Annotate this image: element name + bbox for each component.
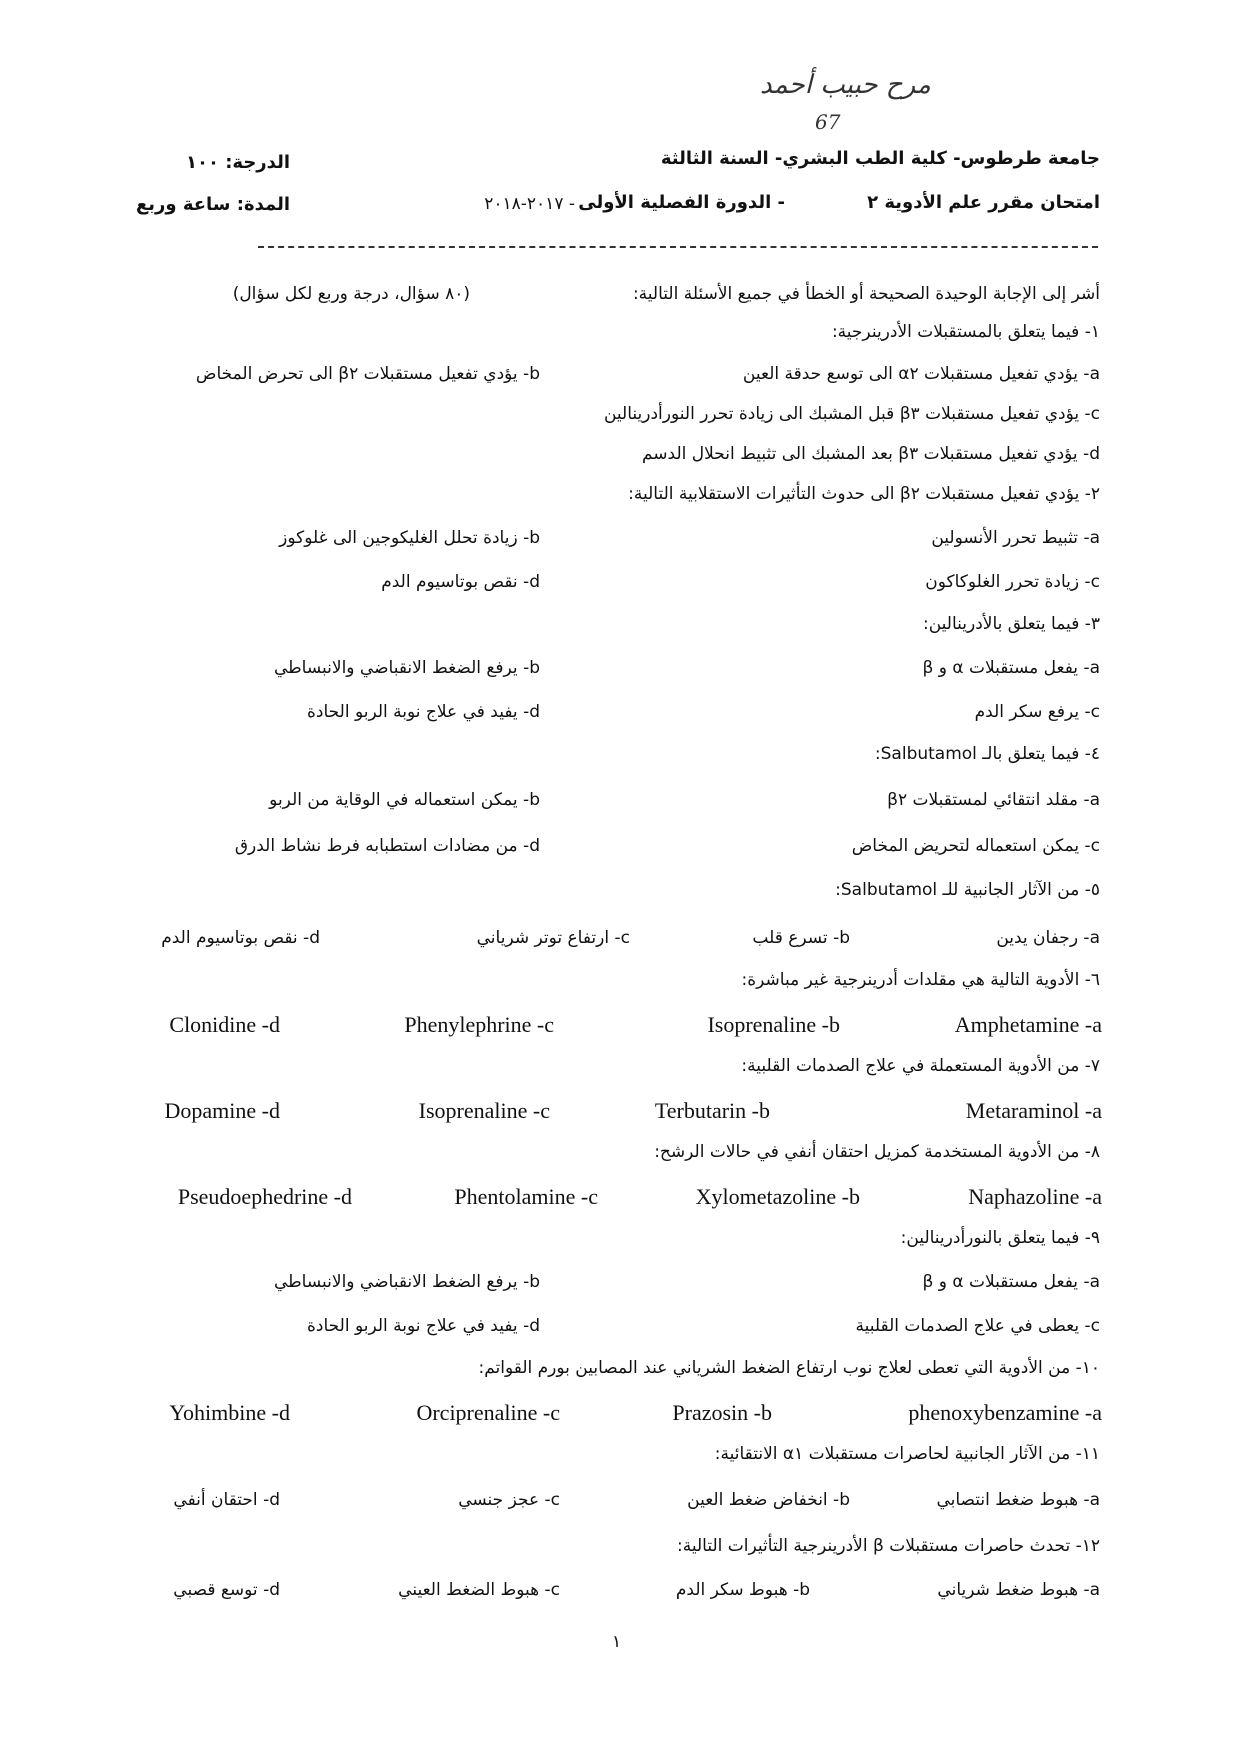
question-1-option-c[interactable]: c- يؤدي تفعيل مستقبلات β٣ قبل المشبك الى زيادة تحرر النورأدرينالين: [603, 404, 1100, 424]
question-9-option-b[interactable]: b- يرفع الضغط الانقباضي والانبساطي: [273, 1272, 540, 1292]
question-9-option-c[interactable]: c- يعطى في علاج الصدمات القلبية: [855, 1316, 1100, 1336]
question-9-stem: ٩- فيما يتعلق بالنورأدرينالين:: [900, 1228, 1100, 1248]
question-8-option-a[interactable]: Naphazoline -a: [968, 1184, 1102, 1209]
question-10-option-a[interactable]: phenoxybenzamine -a: [908, 1400, 1102, 1425]
question-11-stem: ١١- من الآثار الجانبية لحاصرات مستقبلات α١ الانتقائية:: [714, 1444, 1100, 1464]
question-12-option-a[interactable]: a- هبوط ضغط شرياني: [937, 1580, 1100, 1600]
exam-year: - ٢٠١٧-٢٠١٨: [484, 194, 575, 214]
exam-line: امتحان مقرر علم الأدوية ٢: [867, 192, 1100, 213]
instructions-text: أشر إلى الإجابة الوحيدة الصحيحة أو الخطأ في جميع الأسئلة التالية:: [632, 284, 1100, 304]
question-1-option-d[interactable]: d- يؤدي تفعيل مستقبلات β٣ بعد المشبك الى تثبيط انحلال الدسم: [641, 444, 1100, 464]
question-4-option-d[interactable]: d- من مضادات استطبابه فرط نشاط الدرق: [234, 836, 540, 856]
question-3-option-a[interactable]: a- يفعل مستقبلات α و β: [922, 658, 1100, 678]
question-8-stem: ٨- من الأدوية المستخدمة كمزيل احتقان أنفي في حالات الرشح:: [654, 1142, 1100, 1162]
question-11-option-d[interactable]: d- احتقان أنفي: [173, 1490, 280, 1510]
question-7-option-d[interactable]: Dopamine -d: [164, 1098, 280, 1123]
question-10-stem: ١٠- من الأدوية التي تعطى لعلاج نوب ارتفاع الضغط الشرياني عند المصابين بورم القواتم:: [478, 1358, 1100, 1378]
question-4-option-c[interactable]: c- يمكن استعماله لتحريض المخاض: [851, 836, 1100, 856]
exam-session: - الدورة الفصلية الأولى: [578, 192, 785, 213]
question-1-stem: ١- فيما يتعلق بالمستقبلات الأدرينرجية:: [831, 322, 1100, 342]
question-12-option-c[interactable]: c- هبوط الضغط العيني: [398, 1580, 560, 1600]
question-6-option-b[interactable]: Isoprenaline -b: [707, 1012, 840, 1037]
page-number: ١: [612, 1632, 622, 1652]
question-2-option-a[interactable]: a- تثبيط تحرر الأنسولين: [931, 528, 1100, 548]
question-5-stem: ٥- من الآثار الجانبية للـ Salbutamol:: [835, 880, 1100, 900]
question-7-option-a[interactable]: Metaraminol -a: [965, 1098, 1102, 1123]
question-11-option-a[interactable]: a- هبوط ضغط انتصابي: [936, 1490, 1100, 1510]
question-3-option-c[interactable]: c- يرفع سكر الدم: [974, 702, 1100, 722]
header-divider: [258, 246, 1098, 248]
question-12-option-d[interactable]: d- توسع قصبي: [173, 1580, 280, 1600]
question-11-option-b[interactable]: b- انخفاض ضغط العين: [687, 1490, 850, 1510]
question-5-option-c[interactable]: c- ارتفاع توتر شرياني: [476, 928, 630, 948]
question-3-stem: ٣- فيما يتعلق بالأدرينالين:: [922, 614, 1100, 634]
question-7-option-b[interactable]: Terbutarin -b: [654, 1098, 770, 1123]
question-2-option-b[interactable]: b- زيادة تحلل الغليكوجين الى غلوكوز: [279, 528, 540, 548]
question-5-option-d[interactable]: d- نقص بوتاسيوم الدم: [161, 928, 320, 948]
question-8-option-d[interactable]: Pseudoephedrine -d: [177, 1184, 352, 1209]
university-line: جامعة طرطوس- كلية الطب البشري- السنة الثالثة: [660, 148, 1100, 169]
question-5-option-a[interactable]: a- رجفان يدين: [996, 928, 1100, 948]
question-6-option-a[interactable]: Amphetamine -a: [954, 1012, 1102, 1037]
question-10-option-d[interactable]: Yohimbine -d: [169, 1400, 290, 1425]
question-4-stem: ٤- فيما يتعلق بالـ Salbutamol:: [874, 744, 1100, 764]
question-3-option-b[interactable]: b- يرفع الضغط الانقباضي والانبساطي: [273, 658, 540, 678]
question-6-stem: ٦- الأدوية التالية هي مقلدات أدرينرجية غير مباشرة:: [741, 970, 1100, 990]
question-4-option-b[interactable]: b- يمكن استعماله في الوقاية من الربو: [269, 790, 540, 810]
question-2-option-c[interactable]: c- زيادة تحرر الغلوكاكون: [925, 572, 1100, 592]
question-8-option-c[interactable]: Phentolamine -c: [454, 1184, 598, 1209]
question-2-option-d[interactable]: d- نقص بوتاسيوم الدم: [381, 572, 540, 592]
question-1-option-a[interactable]: a- يؤدي تفعيل مستقبلات α٢ الى توسع حدقة العين: [742, 364, 1100, 384]
question-12-option-b[interactable]: b- هبوط سكر الدم: [675, 1580, 810, 1600]
instructions-note: (٨٠ سؤال، درجة وربع لكل سؤال): [232, 284, 470, 304]
question-2-stem: ٢- يؤدي تفعيل مستقبلات β٢ الى حدوث التأثيرات الاستقلابية التالية:: [628, 484, 1100, 504]
question-11-option-c[interactable]: c- عجز جنسي: [458, 1490, 560, 1510]
question-12-stem: ١٢- تحدث حاصرات مستقبلات β الأدرينرجية التأثيرات التالية:: [677, 1536, 1100, 1556]
duration: المدة: ساعة وربع: [135, 194, 290, 215]
question-6-option-c[interactable]: Phenylephrine -c: [404, 1012, 554, 1037]
question-4-option-a[interactable]: a- مقلد انتقائي لمستقبلات β٢: [887, 790, 1100, 810]
question-3-option-d[interactable]: d- يفيد في علاج نوبة الربو الحادة: [307, 702, 540, 722]
question-9-option-a[interactable]: a- يفعل مستقبلات α و β: [922, 1272, 1100, 1292]
handwritten-mark: 67: [815, 110, 841, 134]
question-7-option-c[interactable]: Isoprenaline -c: [418, 1098, 550, 1123]
question-9-option-d[interactable]: d- يفيد في علاج نوبة الربو الحادة: [307, 1316, 540, 1336]
question-6-option-d[interactable]: Clonidine -d: [169, 1012, 280, 1037]
grade: الدرجة: ١٠٠: [185, 152, 290, 173]
question-1-option-b[interactable]: b- يؤدي تفعيل مستقبلات β٢ الى تحرض المخاض: [195, 364, 540, 384]
handwritten-name: مرح حبيب أحمد: [760, 70, 931, 100]
question-10-option-b[interactable]: Prazosin -b: [672, 1400, 772, 1425]
question-10-option-c[interactable]: Orciprenaline -c: [416, 1400, 560, 1425]
question-8-option-b[interactable]: Xylometazoline -b: [695, 1184, 860, 1209]
question-7-stem: ٧- من الأدوية المستعملة في علاج الصدمات القلبية:: [741, 1056, 1100, 1076]
question-5-option-b[interactable]: b- تسرع قلب: [752, 928, 850, 948]
